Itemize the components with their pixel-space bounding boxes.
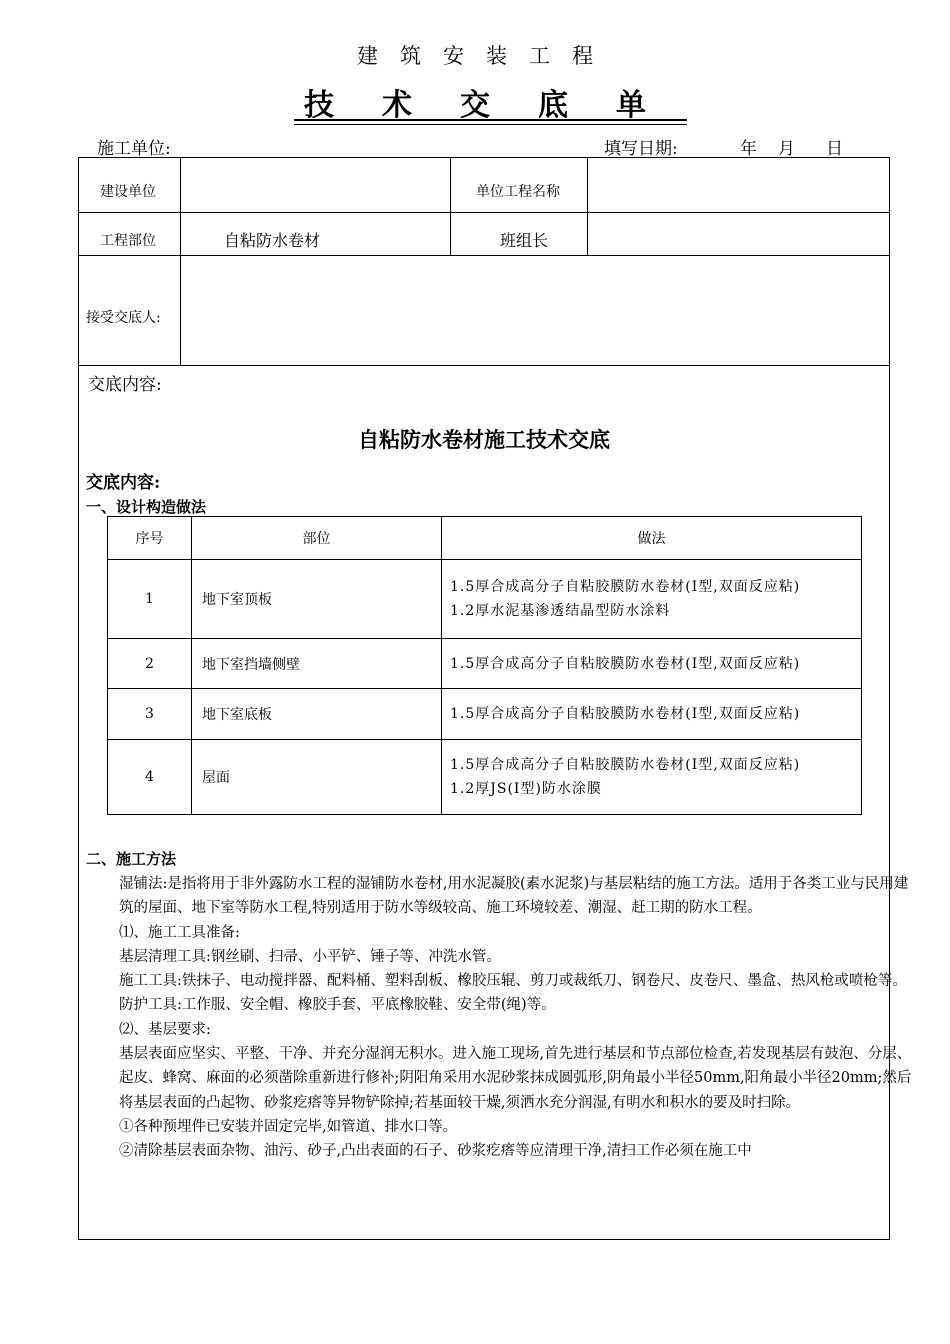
method-line: 1.5厚合成高分子自粘胶膜防水卷材(Ⅰ型,双面反应粘): [450, 706, 801, 722]
project-part-field-label: 工程部位: [100, 233, 156, 249]
table-row: [108, 560, 862, 639]
form-col-divider-2: [450, 157, 451, 255]
row-part: 地下室底板: [192, 689, 442, 740]
row-part: 地下室顶板: [192, 560, 442, 639]
row-method: [442, 560, 862, 639]
table-row: [108, 639, 862, 689]
form-row-divider-3: [78, 365, 890, 366]
fill-date-label: 填写日期:: [604, 139, 678, 159]
table-header-method: 做法: [442, 517, 862, 560]
method-line: 1.2厚JS(Ⅰ型)防水涂膜: [450, 781, 602, 797]
construction-unit-field[interactable]: [182, 159, 448, 211]
row-part: 屋面: [192, 740, 442, 815]
construction-unit-label: 施工单位:: [97, 139, 171, 159]
row-no: 3: [108, 689, 192, 740]
date-year-label: 年: [740, 139, 757, 159]
table-header-no: 序号: [108, 517, 192, 560]
form-subtitle: 建筑安装工程: [357, 44, 615, 68]
form-row-divider-1: [78, 212, 890, 213]
project-name-field-label: 单位工程名称: [476, 184, 560, 200]
content-sub-label: 交底内容:: [86, 473, 161, 493]
form-col-divider-3: [587, 157, 588, 255]
method-line: 1.5厚合成高分子自粘胶膜防水卷材(Ⅰ型,双面反应粘): [450, 757, 801, 773]
paragraph-embedded-parts: ①各种预埋件已安装并固定完毕,如管道、排水口等。: [119, 1118, 458, 1135]
paragraph-protective-tools: 防护工具:工作服、安全帽、橡胶手套、平底橡胶鞋、安全带(绳)等。: [119, 997, 556, 1014]
title-underline-thick: [294, 119, 687, 121]
team-leader-field-label: 班组长: [500, 231, 549, 250]
row-method: [442, 639, 862, 689]
row-method: [442, 740, 862, 815]
row-no: 4: [108, 740, 192, 815]
form-col-divider-1: [180, 157, 181, 365]
project-name-field[interactable]: [589, 159, 888, 211]
row-no: 2: [108, 639, 192, 689]
table-header-part: 部位: [192, 517, 442, 560]
row-no: 1: [108, 560, 192, 639]
content-section-label: 交底内容:: [88, 375, 162, 395]
paragraph-base-requirements: 基层表面应坚实、平整、干净、并充分湿润无积水。进入施工现场,首先进行基层和节点部位检查,若发现基层有鼓泡、分层、起皮、蜂窝、麻面的必须凿除重新进行修补;阴阳角采用水泥砂浆抹成圆弧形,阴角最小半径50mm,阳角最小半径20mm;然后将基层表面的凸起物、砂浆疙瘩等异物铲除掉;若基面较干燥,须洒水充分润湿,有明水和积水的要及时扫除。: [119, 1046, 912, 1111]
construction-unit-field-label: 建设单位: [100, 184, 156, 200]
table-row: [108, 689, 862, 740]
construction-method-text: [86, 872, 912, 1164]
team-leader-field[interactable]: [589, 214, 888, 254]
row-method: [442, 689, 862, 740]
title-underline-thin: [294, 124, 687, 125]
paragraph-cleaning: ②清除基层表面杂物、油污、砂子,凸出表面的石子、砂浆疙瘩等应清理干净,清扫工作必须在施工中: [119, 1143, 752, 1160]
table-row: [108, 740, 862, 815]
row-part: 地下室挡墙侧壁: [192, 639, 442, 689]
paragraph-base-heading: ⑵、基层要求:: [119, 1021, 211, 1038]
paragraph-tools-heading: ⑴、施工工具准备:: [119, 924, 240, 941]
document-title: 自粘防水卷材施工技术交底: [358, 427, 610, 452]
project-part-field[interactable]: 自粘防水卷材: [224, 231, 321, 250]
receiver-field[interactable]: [182, 257, 888, 364]
date-day-label: 日: [826, 139, 843, 159]
date-month-label: 月: [778, 139, 795, 159]
method-line: 1.5厚合成高分子自粘胶膜防水卷材(Ⅰ型,双面反应粘): [450, 579, 801, 595]
method-line: 1.2厚水泥基渗透结晶型防水涂料: [450, 603, 671, 619]
receiver-field-label: 接受交底人:: [86, 310, 161, 326]
paragraph-construction-tools: 施工工具:铁抹子、电动搅拌器、配料桶、塑料刮板、橡胶压辊、剪刀或裁纸刀、钢卷尺、皮卷尺、墨盒、热风枪或喷枪等。: [119, 973, 907, 990]
form-title: 技术交底单: [304, 88, 694, 123]
paragraph-cleaning-tools: 基层清理工具:钢丝刷、扫帚、小平铲、锤子等、冲洗水管。: [119, 948, 501, 965]
section-1-heading: 一、设计构造做法: [86, 498, 207, 516]
design-construction-table: [107, 516, 862, 815]
method-line: 1.5厚合成高分子自粘胶膜防水卷材(Ⅰ型,双面反应粘): [450, 655, 801, 672]
table-header-row: [108, 517, 862, 560]
form-row-divider-2: [78, 255, 890, 256]
paragraph-wet-method: 湿铺法:是指将用于非外露防水工程的湿铺防水卷材,用水泥凝胶(素水泥浆)与基层粘结的施工方法。适用于各类工业与民用建筑的屋面、地下室等防水工程,特别适用于防水等级较高、施工环境较差、潮湿、赶工期的防水工程。: [119, 876, 909, 917]
section-2-heading: 二、施工方法: [86, 850, 177, 868]
